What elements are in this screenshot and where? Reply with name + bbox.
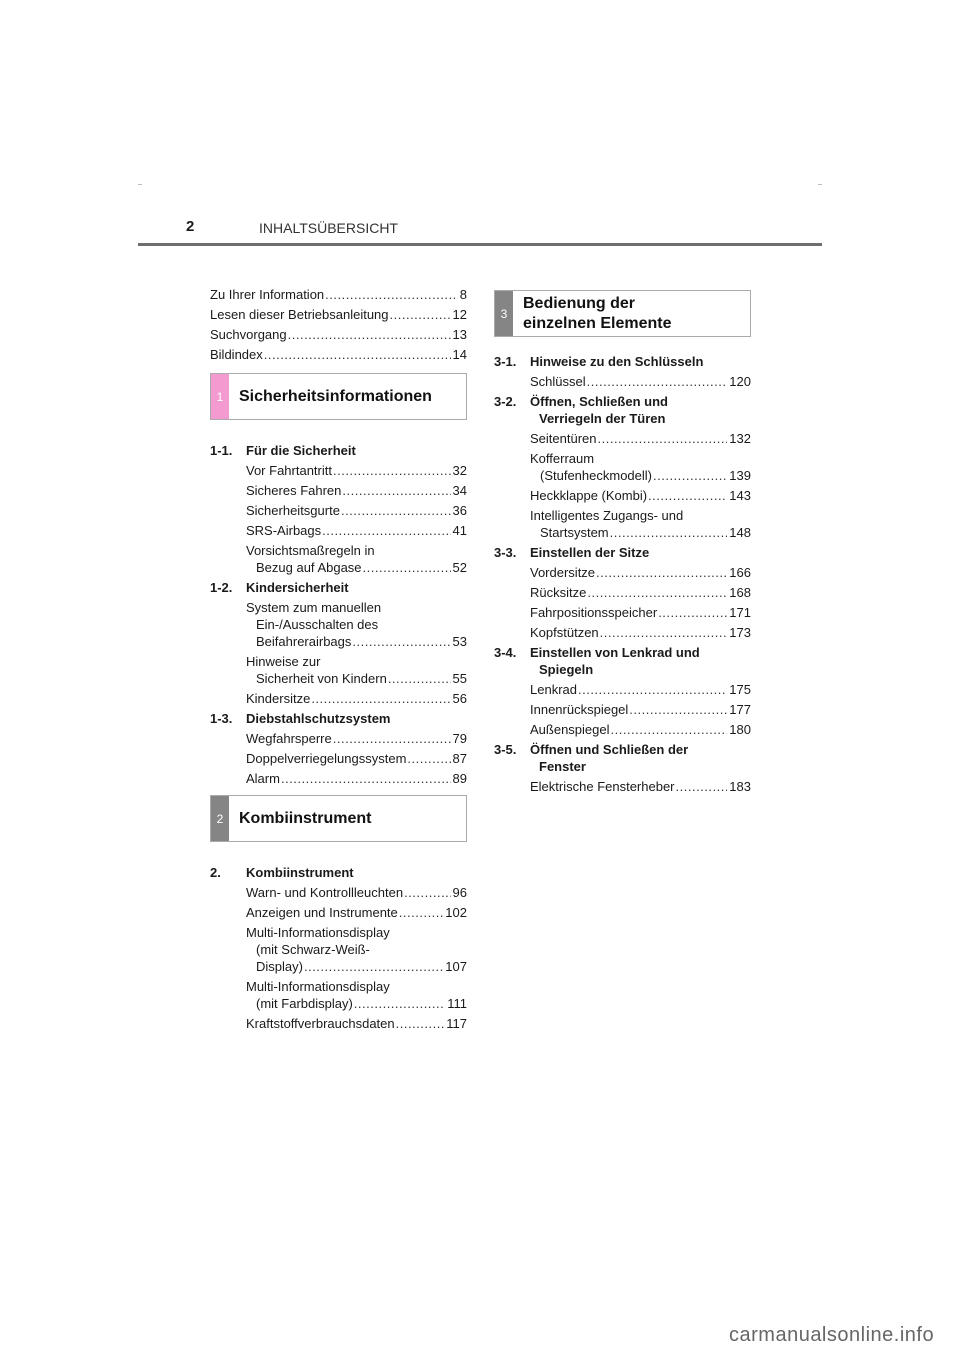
toc-page-number: 180 [729,722,751,737]
toc-page-number: 13 [452,327,467,342]
toc-leader [246,462,467,479]
toc-entry-line: System zum manuellen [246,600,382,615]
toc-page-number: 32 [452,463,467,478]
section-title-cont: Verriegeln der Türen [539,411,666,426]
section-heading[interactable] [210,710,467,727]
section-heading[interactable] [210,864,467,881]
intro-entry[interactable] [210,306,467,323]
toc-entry-text: Suchvorgang [210,327,287,342]
toc-page-number: 53 [452,634,467,649]
toc-page-number: 34 [452,483,467,498]
toc-entry-text: Beifahrerairbags [256,634,352,649]
toc-leader [540,524,751,541]
toc-leader [246,730,467,747]
toc-page-number: 183 [729,779,751,794]
toc-entry-text: Elektrische Fensterheber [530,779,675,794]
toc-entry-last-line[interactable] [246,958,467,975]
toc-entry-text: Heckklappe (Kombi) [530,488,648,503]
toc-entry[interactable] [210,599,467,650]
toc-page-number: 111 [447,996,467,1011]
page-header [138,210,822,246]
toc-leader [246,884,467,901]
section-heading[interactable] [210,442,467,459]
toc-left-column [210,286,467,1035]
toc-leader [246,502,467,519]
toc-entry-text: Anzeigen und Instrumente [246,905,398,920]
chapter-title-line: einzelnen Elemente [523,314,672,332]
toc-entry-text: Display) [256,959,303,974]
chapter-tab: 1 [211,374,229,419]
section-heading[interactable] [494,353,751,370]
toc-right-column [494,290,751,798]
toc-page-number: 143 [729,488,751,503]
toc-entry-text: Fahrpositionsspeicher [530,605,658,620]
chapter-title-line: Bedienung der [523,294,636,312]
toc-page-number: 166 [729,565,751,580]
toc-entry-text: Warn- und Kontrollleuchten [246,885,404,900]
toc-entry-text: Sicherheitsgurte [246,503,340,518]
toc-entry-line: Intelligentes Zugangs- und [530,508,684,523]
toc-leader [256,559,467,576]
toc-page-number: 177 [729,702,751,717]
toc-entry-text: Zu Ihrer Information [210,287,325,302]
toc-leader [246,522,467,539]
toc-entry-last-line[interactable] [246,670,467,687]
toc-entry[interactable] [210,482,467,499]
toc-entry-last-line[interactable] [246,995,467,1012]
toc-entry-text: Sicherheit von Kindern [256,671,387,686]
toc-page-number: 79 [452,731,467,746]
chapter-tab: 3 [495,291,513,336]
chapter-title [229,809,371,829]
toc-entry[interactable] [210,653,467,687]
toc-page-number: 89 [452,771,467,786]
toc-leader [530,624,751,641]
toc-entry-line: Multi-Informationsdisplay [246,979,390,994]
toc-entry[interactable] [210,462,467,479]
toc-leader [210,286,467,303]
toc-entry[interactable] [494,778,751,795]
toc-page-number: 12 [452,307,467,322]
section-heading[interactable] [494,741,751,775]
toc-entry[interactable] [494,701,751,718]
toc-leader [256,995,467,1012]
section-title [530,544,751,561]
section-title [246,442,467,459]
toc-entry-last-line[interactable] [246,559,467,576]
toc-page-number: 96 [452,885,467,900]
toc-page-number: 55 [452,671,467,686]
toc-page-number: 168 [729,585,751,600]
intro-entry[interactable] [210,346,467,363]
toc-page-number: 102 [445,905,467,920]
section-title [530,741,751,775]
toc-leader [530,721,751,738]
toc-page-number: 139 [729,468,751,483]
toc-entry[interactable] [210,770,467,787]
section-number: 1-3. [210,711,233,726]
chapter-title [229,387,432,407]
section-heading[interactable] [494,544,751,561]
toc-entry[interactable] [210,1015,467,1032]
section-number: 1-2. [210,580,233,595]
toc-entry[interactable] [494,487,751,504]
toc-leader [530,584,751,601]
toc-entry[interactable] [494,564,751,581]
toc-page-number: 8 [459,287,467,302]
toc-entry-text: Kopfstützen [530,625,599,640]
section-heading[interactable] [210,579,467,596]
chapter-box-3[interactable] [494,290,751,337]
section-title-text: Diebstahlschutzsystem [246,711,391,726]
section-title-text: Öffnen und Schließen der [530,742,689,757]
page-number: 2 [186,218,195,235]
section-title-text: Einstellen von Lenkrad und [530,645,700,660]
toc-page-number: 56 [452,691,467,706]
section-title-cont: Spiegeln [539,662,594,677]
toc-entry[interactable] [494,373,751,390]
toc-entry-text: Vordersitze [530,565,596,580]
toc-leader [256,633,467,650]
section-number: 3-2. [494,394,517,409]
page-title: INHALTSÜBERSICHT [259,220,398,236]
toc-page-number: 87 [452,751,467,766]
toc-entry-text: SRS-Airbags [246,523,322,538]
toc-entry-text: Bezug auf Abgase [256,560,362,575]
toc-entry[interactable] [494,584,751,601]
section-title [530,393,751,427]
toc-entry[interactable] [494,681,751,698]
toc-leader [256,670,467,687]
toc-page-number: 36 [452,503,467,518]
section-title [246,579,467,596]
toc-page-number: 173 [729,625,751,640]
toc-page-number: 175 [729,682,751,697]
toc-entry-text: Seitentüren [530,431,597,446]
section-number: 3-5. [494,742,517,757]
toc-leader [540,467,751,484]
toc-page-number: 107 [445,959,467,974]
toc-entry[interactable] [494,721,751,738]
toc-entry[interactable] [210,542,467,576]
section-number: 3-1. [494,354,517,369]
toc-entry-line: Hinweise zur [246,654,321,669]
toc-entry-line: Ein-/Ausschalten des [256,617,379,632]
toc-entry-line: (mit Schwarz-Weiß- [256,942,370,957]
section-number: 1-1. [210,443,233,458]
toc-leader [530,564,751,581]
section-number: 3-3. [494,545,517,560]
toc-entry[interactable] [494,624,751,641]
toc-entry-text: Doppelverriegelungssystem [246,751,407,766]
toc-leader [530,701,751,718]
intro-entry[interactable] [210,286,467,303]
toc-entry-text: (mit Farbdisplay) [256,996,353,1011]
toc-leader [256,958,467,975]
section-title [246,864,467,881]
toc-entry[interactable] [210,522,467,539]
section-title-text: Einstellen der Sitze [530,545,650,560]
section-number: 3-4. [494,645,517,660]
toc-page-number: 117 [446,1016,467,1031]
toc-page-number: 171 [729,605,751,620]
toc-entry-line: Vorsichtsmaßregeln in [246,543,375,558]
toc-entry[interactable] [210,750,467,767]
toc-leader [530,373,751,390]
toc-leader [246,1015,467,1032]
toc-leader [530,430,751,447]
toc-entry[interactable] [210,884,467,901]
toc-entry-text: Kindersitze [246,691,311,706]
toc-entry[interactable] [494,604,751,621]
toc-entry-text: Außenspiegel [530,722,610,737]
toc-entry[interactable] [210,924,467,975]
toc-leader [530,778,751,795]
toc-page-number: 52 [452,560,467,575]
toc-leader [246,690,467,707]
section-title-text: Hinweise zu den Schlüsseln [530,354,704,369]
section-title-text: Für die Sicherheit [246,443,356,458]
toc-entry[interactable] [210,502,467,519]
toc-page-number: 120 [729,374,751,389]
toc-page-number: 41 [452,523,467,538]
section-title-text: Öffnen, Schließen und [530,394,668,409]
chapter-title-line: Sicherheitsinformationen [239,387,432,405]
toc-leader [210,306,467,323]
toc-leader [530,487,751,504]
toc-entry-last-line[interactable] [530,524,751,541]
crop-mark-right [818,184,822,185]
toc-leader [530,681,751,698]
chapter-box-2[interactable] [210,795,467,842]
toc-page-number: 132 [729,431,751,446]
toc-leader [210,346,467,363]
toc-leader [246,750,467,767]
header-rule [138,243,822,246]
section-heading[interactable] [494,393,751,427]
crop-mark-left [138,184,142,185]
toc-page-number: 14 [452,347,467,362]
section-title [530,644,751,678]
toc-leader [246,482,467,499]
toc-leader [246,770,467,787]
toc-entry[interactable] [210,978,467,1012]
section-title-text: Kindersicherheit [246,580,349,595]
toc-page-number: 148 [729,525,751,540]
toc-entry[interactable] [210,730,467,747]
toc-entry-text: (Stufenheckmodell) [540,468,652,483]
section-heading[interactable] [494,644,751,678]
toc-entry-text: Alarm [246,771,280,786]
section-title-text: Kombiinstrument [246,865,354,880]
toc-entry-text: Startsystem [540,525,609,540]
footer-watermark: carmanualsonline.info [729,1324,935,1346]
toc-entry-text: Lenkrad [530,682,577,697]
toc-leader [246,904,467,921]
toc-entry[interactable] [494,507,751,541]
section-title [530,353,751,370]
toc-entry[interactable] [494,430,751,447]
toc-entry-line: Kofferraum [530,451,595,466]
chapter-tab: 2 [211,796,229,841]
chapter-title-line: Kombiinstrument [239,809,372,827]
toc-entry-line: Multi-Informationsdisplay [246,925,390,940]
toc-entry-text: Innenrückspiegel [530,702,629,717]
toc-leader [530,604,751,621]
toc-entry-text: Vor Fahrtantritt [246,463,332,478]
toc-entry-text: Bildindex [210,347,263,362]
toc-entry-last-line[interactable] [530,467,751,484]
toc-entry-last-line[interactable] [246,633,467,650]
chapter-title [513,294,672,334]
toc-leader [210,326,467,343]
chapter-box-1[interactable] [210,373,467,420]
toc-entry[interactable] [494,450,751,484]
toc-entry-text: Rücksitze [530,585,587,600]
toc-entry[interactable] [210,690,467,707]
toc-entry-text: Sicheres Fahren [246,483,342,498]
section-title [246,710,467,727]
toc-entry-text: Lesen dieser Betriebsanleitung [210,307,389,322]
toc-entry[interactable] [210,904,467,921]
toc-entry-text: Kraftstoffverbrauchsdaten [246,1016,395,1031]
toc-entry-text: Wegfahrsperre [246,731,332,746]
intro-entry[interactable] [210,326,467,343]
toc-entry-text: Schlüssel [530,374,586,389]
section-number: 2. [210,865,221,880]
section-title-cont: Fenster [539,759,586,774]
